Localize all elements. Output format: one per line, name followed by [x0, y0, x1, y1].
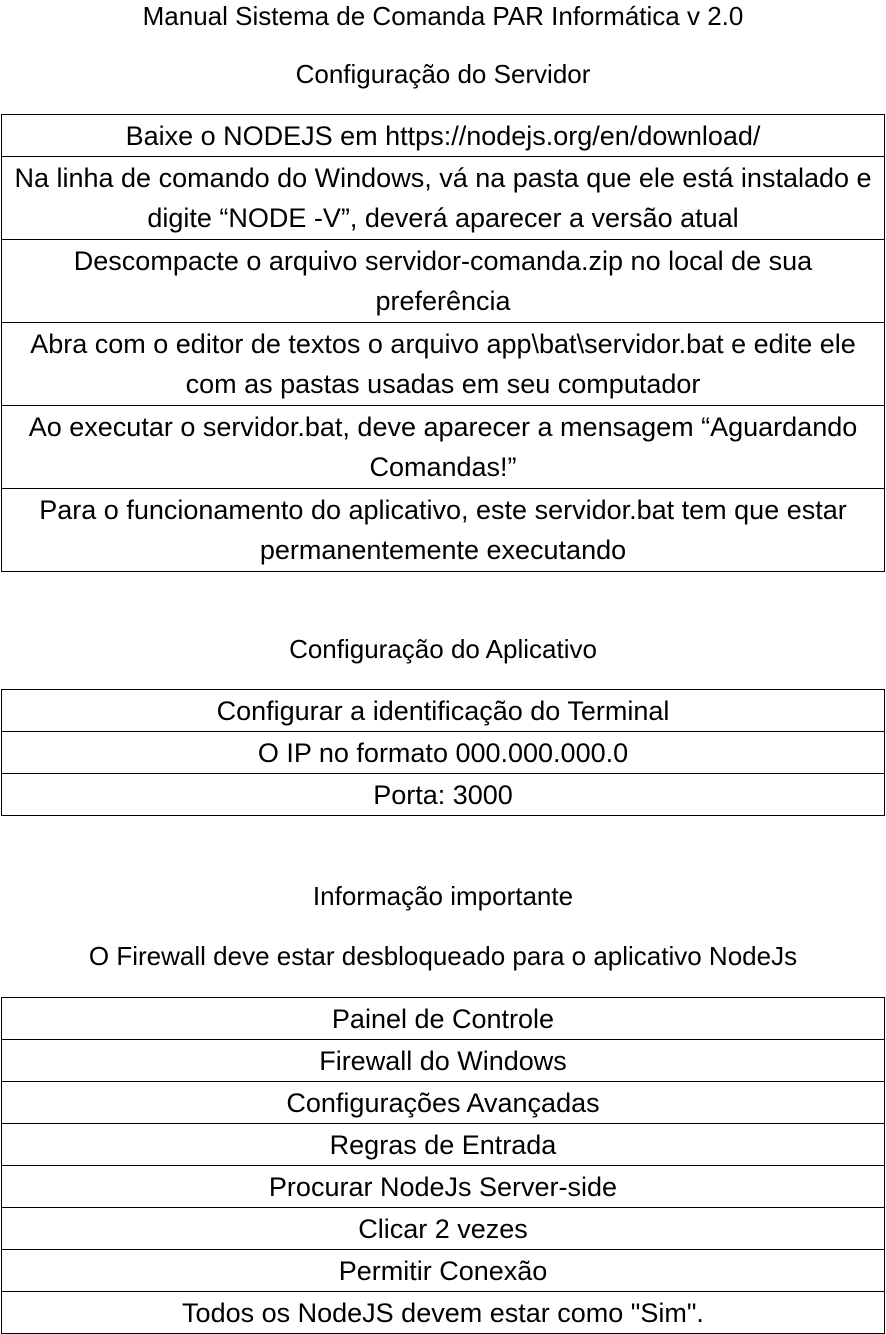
- app-section-heading: Configuração do Aplicativo: [289, 634, 597, 664]
- table-cell: Baixe o NODEJS em https://nodejs.org/en/download/: [2, 115, 885, 157]
- table-row: [2, 690, 885, 732]
- table-row: [2, 732, 885, 774]
- table-row: [2, 240, 885, 323]
- table-row: [2, 323, 885, 406]
- important-section-heading: Informação importante: [312, 881, 574, 911]
- table-cell: Configurações Avançadas: [2, 1082, 885, 1124]
- table-row: [2, 1292, 885, 1334]
- table-row: [2, 406, 885, 489]
- table-row: [2, 157, 885, 240]
- table-row: [2, 1124, 885, 1166]
- table-cell: Clicar 2 vezes: [2, 1208, 885, 1250]
- table-cell: Procurar NodeJs Server-side: [2, 1166, 885, 1208]
- table-row: [2, 1082, 885, 1124]
- table-cell: Ao executar o servidor.bat, deve aparecer a mensagem “Aguardando Comandas!”: [2, 406, 885, 489]
- firewall-note: O Firewall deve estar desbloqueado para o aplicativo NodeJs: [88, 941, 798, 971]
- table-row: [2, 1250, 885, 1292]
- table-cell: Abra com o editor de textos o arquivo app\bat\servidor.bat e edite ele com as pastas usadas em seu computador: [2, 323, 885, 406]
- app-config-table: [1, 689, 885, 816]
- document-title: Manual Sistema de Comanda PAR Informática v 2.0: [142, 1, 744, 31]
- server-steps-table: [1, 114, 885, 572]
- table-cell: Permitir Conexão: [2, 1250, 885, 1292]
- table-row: [2, 998, 885, 1040]
- table-row: [2, 115, 885, 157]
- table-cell: Todos os NodeJS devem estar como "Sim".: [2, 1292, 885, 1334]
- table-cell: Porta: 3000: [2, 774, 885, 816]
- server-section-heading: Configuração do Servidor: [295, 59, 591, 89]
- table-row: [2, 1166, 885, 1208]
- table-cell: Configurar a identificação do Terminal: [2, 690, 885, 732]
- table-row: [2, 1040, 885, 1082]
- table-cell: Na linha de comando do Windows, vá na pasta que ele está instalado e digite “NODE -V”, deverá aparecer a versão atual: [2, 157, 885, 240]
- table-cell: O IP no formato 000.000.000.0: [2, 732, 885, 774]
- table-cell: Regras de Entrada: [2, 1124, 885, 1166]
- table-cell: Descompacte o arquivo servidor-comanda.zip no local de sua preferência: [2, 240, 885, 323]
- table-cell: Painel de Controle: [2, 998, 885, 1040]
- table-cell: Firewall do Windows: [2, 1040, 885, 1082]
- table-row: [2, 489, 885, 572]
- table-cell: Para o funcionamento do aplicativo, este servidor.bat tem que estar permanentemente executando: [2, 489, 885, 572]
- firewall-steps-table: [1, 997, 885, 1334]
- table-row: [2, 774, 885, 816]
- table-row: [2, 1208, 885, 1250]
